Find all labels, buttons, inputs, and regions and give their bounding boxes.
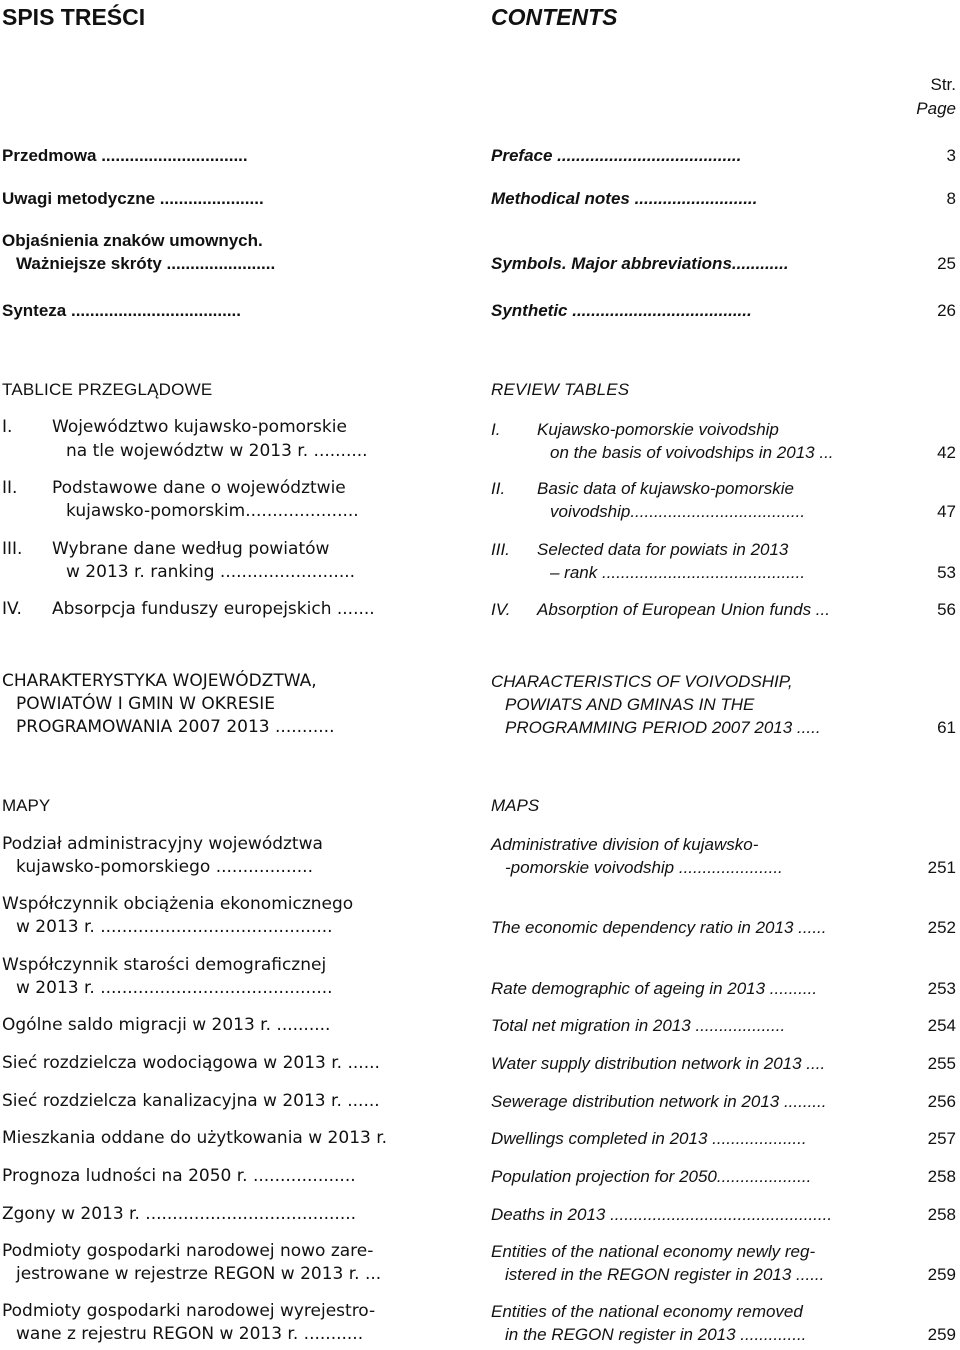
characteristics-title-en-line2[interactable]: POWIATS AND GMINAS IN THE [505,695,755,714]
map-entry-en-line2[interactable]: -pomorskie voivodship ...................... [505,858,783,877]
page-number: 258 [927,1167,956,1186]
characteristics-title-en[interactable]: CHARACTERISTICS OF VOIVODSHIP, [491,672,793,691]
review-item-pl[interactable]: Podstawowe dane o województwie [52,478,346,498]
map-entry-pl-line2[interactable]: w 2013 r. ........................................... [16,978,333,998]
map-entry-en[interactable]: Dwellings completed in 2013 .................... [491,1129,807,1148]
review-item-pl[interactable]: Wybrane dane według powiatów [52,539,330,559]
review-item-en[interactable]: Basic data of kujawsko-pomorskie [537,479,795,498]
page-number: 256 [927,1092,956,1111]
toc-entry-preface-en[interactable]: Preface ....................................... [491,146,742,165]
toc-entry-synthesis-en[interactable]: Synthetic ...................................... [491,301,752,320]
characteristics-title-pl[interactable]: CHARAKTERYSTYKA WOJEWÓDZTWA, [2,671,317,691]
page-number: 259 [927,1265,956,1284]
page-number: 56 [937,600,956,619]
review-item-number-en: III. [491,540,510,559]
maps-heading-pl: MAPY [2,796,51,815]
page-number: 255 [927,1054,956,1073]
map-entry-pl[interactable]: Zgony w 2013 r. ....................................... [2,1204,357,1224]
review-item-number-en: I. [491,420,501,439]
map-entry-pl[interactable]: Sieć rozdzielcza wodociągowa w 2013 r. ...... [2,1053,380,1073]
page-number: 257 [927,1129,956,1148]
map-entry-en-line2[interactable]: in the REGON register in 2013 .............. [505,1325,807,1344]
review-item-pl-line2[interactable]: na tle województw w 2013 r. .......... [66,441,368,461]
review-item-number-pl: I. [2,417,13,437]
page-number: 61 [937,718,956,737]
review-tables-heading-pl: TABLICE PRZEGLĄDOWE [2,380,213,399]
characteristics-title-en-line3[interactable]: PROGRAMMING PERIOD 2007 2013 ..... [505,718,821,737]
map-entry-en-line2[interactable]: istered in the REGON register in 2013 ...... [505,1265,825,1284]
page-number: 258 [927,1205,956,1224]
map-entry-en[interactable]: Deaths in 2013 ............................................... [491,1205,833,1224]
page-label-pl: Str. [930,75,956,94]
page-number: 26 [937,301,956,320]
map-entry-pl[interactable]: Podmioty gospodarki narodowej nowo zare- [2,1241,374,1261]
toc-entry-symbols-pl[interactable]: Objaśnienia znaków umownych. [2,231,263,250]
review-item-pl-line2[interactable]: kujawsko-pomorskim..................... [66,501,359,521]
review-item-number-en: IV. [491,600,511,619]
page-number: 3 [946,146,956,165]
page-number: 254 [927,1016,956,1035]
page-number: 8 [946,189,956,208]
map-entry-en[interactable]: Sewerage distribution network in 2013 ......... [491,1092,827,1111]
map-entry-pl[interactable]: Ogólne saldo migracji w 2013 r. .......... [2,1015,331,1035]
review-item-number-pl: III. [2,539,23,559]
map-entry-en[interactable]: Rate demographic of ageing in 2013 .......... [491,979,818,998]
map-entry-en[interactable]: The economic dependency ratio in 2013 ...... [491,918,827,937]
toc-entry-symbols-en[interactable]: Symbols. Major abbreviations............ [491,254,789,273]
map-entry-pl[interactable]: Sieć rozdzielcza kanalizacyjna w 2013 r. ...... [2,1091,380,1111]
title-pl: SPIS TREŚCI [2,4,146,30]
review-item-pl-line2[interactable]: w 2013 r. ranking ......................... [66,562,356,582]
characteristics-title-pl-line2[interactable]: POWIATÓW I GMIN W OKRESIE [16,694,275,714]
page-number: 251 [927,858,956,877]
map-entry-en[interactable]: Total net migration in 2013 ................... [491,1016,786,1035]
page-number: 42 [937,443,956,462]
title-en: CONTENTS [491,4,618,30]
review-item-en-line2[interactable]: voivodship..................................... [550,502,806,521]
page-number: 53 [937,563,956,582]
page-number: 259 [927,1325,956,1344]
map-entry-pl[interactable]: Współczynnik starości demograficznej [2,955,327,975]
map-entry-en[interactable]: Entities of the national economy removed [491,1302,803,1321]
map-entry-en[interactable]: Water supply distribution network in 2013 .... [491,1054,826,1073]
map-entry-en[interactable]: Entities of the national economy newly reg- [491,1242,816,1261]
review-item-number-en: II. [491,479,506,498]
map-entry-pl[interactable]: Podmioty gospodarki narodowej wyrejestro- [2,1301,376,1321]
page-label-en: Page [916,99,956,118]
page-number: 252 [927,918,956,937]
review-item-en[interactable]: Absorption of European Union funds ... [537,600,830,619]
page-number: 47 [937,502,956,521]
toc-entry-methodical-notes-pl[interactable]: Uwagi metodyczne ...................... [2,189,264,208]
review-item-en[interactable]: Kujawsko-pomorskie voivodship [537,420,779,439]
map-entry-pl-line2[interactable]: jestrowane w rejestrze REGON w 2013 r. ... [16,1264,382,1284]
map-entry-pl[interactable]: Mieszkania oddane do użytkowania w 2013 r. [2,1128,388,1148]
map-entry-pl[interactable]: Podział administracyjny województwa [2,834,323,854]
map-entry-pl-line2[interactable]: w 2013 r. ........................................... [16,917,333,937]
page-number: 253 [927,979,956,998]
review-item-en-line2[interactable]: on the basis of voivodships in 2013 ... [550,443,834,462]
review-item-en-line2[interactable]: – rank ........................................... [550,563,806,582]
characteristics-title-pl-line3[interactable]: PROGRAMOWANIA 2007 2013 ........... [16,717,335,737]
page-number: 25 [937,254,956,273]
toc-entry-preface-pl[interactable]: Przedmowa ............................... [2,146,248,165]
review-item-pl[interactable]: Województwo kujawsko-pomorskie [52,417,347,437]
map-entry-en[interactable]: Administrative division of kujawsko- [491,835,759,854]
toc-entry-symbols-pl-line2[interactable]: Ważniejsze skróty ....................... [16,254,276,273]
map-entry-en[interactable]: Population projection for 2050.................... [491,1167,812,1186]
review-item-en[interactable]: Selected data for powiats in 2013 [537,540,789,559]
review-item-number-pl: II. [2,478,18,498]
toc-entry-synthesis-pl[interactable]: Synteza .................................... [2,301,242,320]
map-entry-pl[interactable]: Współczynnik obciążenia ekonomicznego [2,894,354,914]
toc-entry-methodical-notes-en[interactable]: Methodical notes .......................... [491,189,758,208]
maps-heading-en: MAPS [491,796,540,815]
map-entry-pl-line2[interactable]: kujawsko-pomorskiego .................. [16,857,313,877]
map-entry-pl-line2[interactable]: wane z rejestru REGON w 2013 r. ........... [16,1324,364,1344]
review-item-pl[interactable]: Absorpcja funduszy europejskich ....... [52,599,375,619]
review-tables-heading-en: REVIEW TABLES [491,380,630,399]
review-item-number-pl: IV. [2,599,22,619]
map-entry-pl[interactable]: Prognoza ludności na 2050 r. ................... [2,1166,356,1186]
